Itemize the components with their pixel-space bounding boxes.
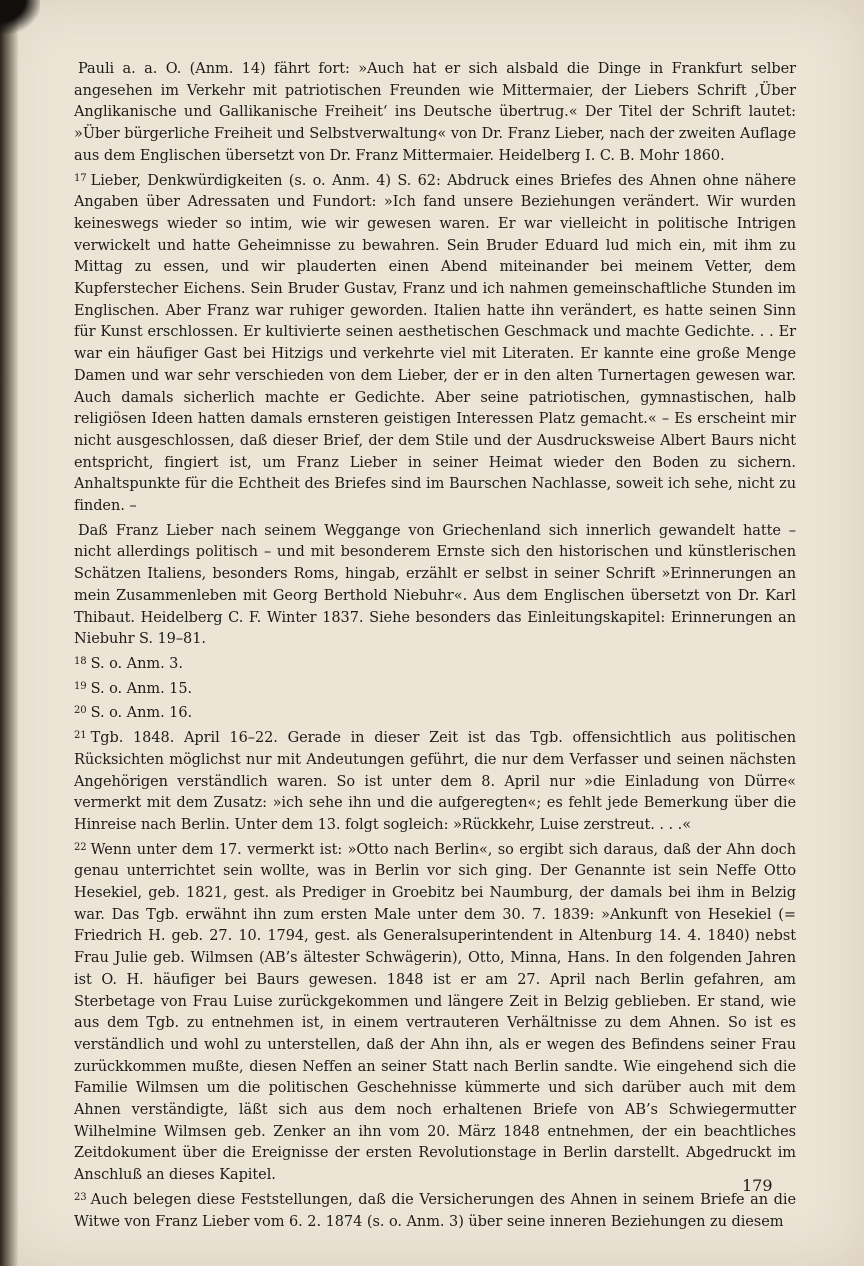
footnote-number: 18: [74, 655, 87, 667]
footnote-paragraph: [74, 837, 796, 1187]
footnote-number: 21: [74, 730, 87, 742]
footnote-paragraph: [74, 1187, 796, 1233]
footnote-paragraph: [74, 676, 796, 701]
footnote-text: S. o. Anm. 3.: [90, 655, 183, 672]
footnote-paragraph: [74, 651, 796, 676]
footnote-text: Lieber, Denkwürdigkeiten (s. o. Anm. 4) S. 62: Abdruck eines Briefes des Ahnen ohne nähere Angaben über Adressaten und Fundort: »Ich fand unsere Beziehungen verändert. Wir wurden keineswegs wieder so intim, wie wir gewesen waren. Er war vielleicht in politische Intrigen verwickelt und hatte Geheimnisse zu bewahren. Sein Bruder Eduard lud mich ein, mit ihm zu Mittag zu essen, und wir plauderten einen Abend miteinander bei meinem Vetter, dem Kupferstecher Eichens. Sein Bruder Gustav, Franz und ich nahmen gemeinschaftliche Stunden im Englischen. Aber Franz war ruhiger geworden. Italien hatte ihn verändert, es hatte seinen Sinn für Kunst erschlossen. Er kultivierte seinen aesthetischen Geschmack und machte Gedichte. . . Er war ein häufiger Gast bei Hitzigs und verkehrte viel mit Literaten. Er kannte eine große Menge Damen und war sehr verschieden von dem Lieber, der er in den alten Turnertagen gewesen war. Auch damals sicherlich machte er Gedichte. Aber seine patriotischen, gymnastischen, halb religiösen Ideen hatten damals ernsteren geistigen Interessen Platz gemacht.« – Es erscheint mir nicht ausgeschlossen, daß dieser Brief, der dem Stile und der Ausdrucksweise Albert Baurs nicht entspricht, fingiert ist, um Franz Lieber in seiner Heimat wieder den Boden zu sichern. Anhaltspunkte für die Echtheit des Briefes sind im Baurschen Nachlasse, soweit ich sehe, nicht zu finden. –: [74, 172, 796, 515]
page-number: 179: [742, 1176, 773, 1195]
footnotes-text-block: [74, 56, 796, 1233]
footnote-number: 17: [74, 172, 87, 184]
footnote-number: 22: [74, 841, 87, 853]
footnote-number: 23: [74, 1191, 87, 1203]
footnote-number: 19: [74, 680, 87, 692]
footnote-text: Auch belegen diese Feststellungen, daß die Versicherungen des Ahnen in seinem Briefe an die Witwe von Franz Lieber vom 6. 2. 1874 (s. o. Anm. 3) über seine inneren Beziehungen zu diesem: [74, 1191, 796, 1230]
page-corner-shadow: [0, 0, 40, 34]
footnote-text: Daß Franz Lieber nach seinem Weggange von Griechenland sich innerlich gewandelt hatte – nicht allerdings politisch – und mit besonderem Ernste sich den historischen und künstlerischen Schätzen Italiens, besonders Roms, hingab, erzählt er selbst in seiner Schrift »Erinnerungen an mein Zusammenleben mit Georg Berthold Niebuhr«. Aus dem Englischen übersetzt von Dr. Karl Thibaut. Heidelberg C. F. Winter 1837. Siehe besonders das Einleitungskapitel: Erinnerungen an Niebuhr S. 19–81.: [74, 522, 796, 648]
footnote-text: Wenn unter dem 17. vermerkt ist: »Otto nach Berlin«, so ergibt sich daraus, daß der Ahn doch genau unterrichtet sein wollte, was in Berlin vor sich ging. Der Genannte ist sein Neffe Otto Hesekiel, geb. 1821, gest. als Prediger in Groebitz bei Naumburg, der damals bei ihm in Belzig war. Das Tgb. erwähnt ihn zum ersten Male unter dem 30. 7. 1839: »Ankunft von Hesekiel (= Friedrich H. geb. 27. 10. 1794, gest. als Generalsuperintendent in Altenburg 14. 4. 1840) nebst Frau Julie geb. Wilmsen (AB’s ältester Schwägerin), Otto, Minna, Hans. In den folgenden Jahren ist O. H. häufiger bei Baurs gewesen. 1848 ist er am 27. April nach Berlin gefahren, am Sterbetage von Frau Luise zurückgekommen und längere Zeit in Belzig geblieben. Er stand, wie aus dem Tgb. zu entnehmen ist, in einem vertrauteren Verhältnisse zu dem Ahnen. So ist es verständlich und wohl zu unterstellen, daß der Ahn ihn, als er wegen des Befindens seiner Frau zurückkommen mußte, diesen Neffen an seiner Statt nach Berlin sandte. Wie eingehend sich die Familie Wilmsen um die politischen Geschehnisse kümmerte und sich darüber auch mit dem Ahnen verständigte, läßt sich aus dem noch erhaltenen Briefe von AB’s Schwiegermutter Wilhelmine Wilmsen geb. Zenker an ihn vom 20. März 1848 entnehmen, der ein beachtliches Zeitdokument über die Ereignisse der ersten Revolutionstage in Berlin darstellt. Abgedruckt im Anschluß an dieses Kapitel.: [74, 841, 796, 1184]
footnote-text: Pauli a. a. O. (Anm. 14) fährt fort: »Auch hat er sich alsbald die Dinge in Frankfurt selber angesehen im Verkehr mit patriotischen Freunden wie Mittermaier, der Liebers Schrift ,Über Anglikanische und Gallikanische Freiheit‘ ins Deutsche übertrug.« Der Titel der Schrift lautet: »Über bürgerliche Freiheit und Selbstverwaltung« von Dr. Franz Lieber, nach der zweiten Auflage aus dem Englischen übersetzt von Dr. Franz Mittermaier. Heidelberg I. C. B. Mohr 1860.: [74, 61, 796, 164]
book-gutter: [0, 0, 18, 1266]
footnote-number: 20: [74, 705, 87, 717]
footnote-paragraph: [74, 700, 796, 725]
footnote-text: S. o. Anm. 15.: [90, 680, 193, 697]
footnote-paragraph: [74, 56, 796, 168]
footnote-paragraph: [74, 725, 796, 837]
footnote-text: Tgb. 1848. April 16–22. Gerade in dieser Zeit ist das Tgb. offensichtlich aus politischen Rücksichten möglichst nur mit Andeutungen geführt, die nur dem Verfasser und seinen nächsten Angehörigen verständlich waren. So ist unter dem 8. April nur »die Einladung von Dürre« vermerkt mit dem Zusatz: »ich sehe ihn und die aufgeregten«; es fehlt jede Bemerkung über die Hinreise nach Berlin. Unter dem 13. folgt sogleich: »Rückkehr, Luise zerstreut. . . .«: [74, 730, 796, 833]
footnote-paragraph: [74, 168, 796, 518]
footnote-paragraph: [74, 518, 796, 651]
footnote-text: S. o. Anm. 16.: [90, 705, 193, 722]
